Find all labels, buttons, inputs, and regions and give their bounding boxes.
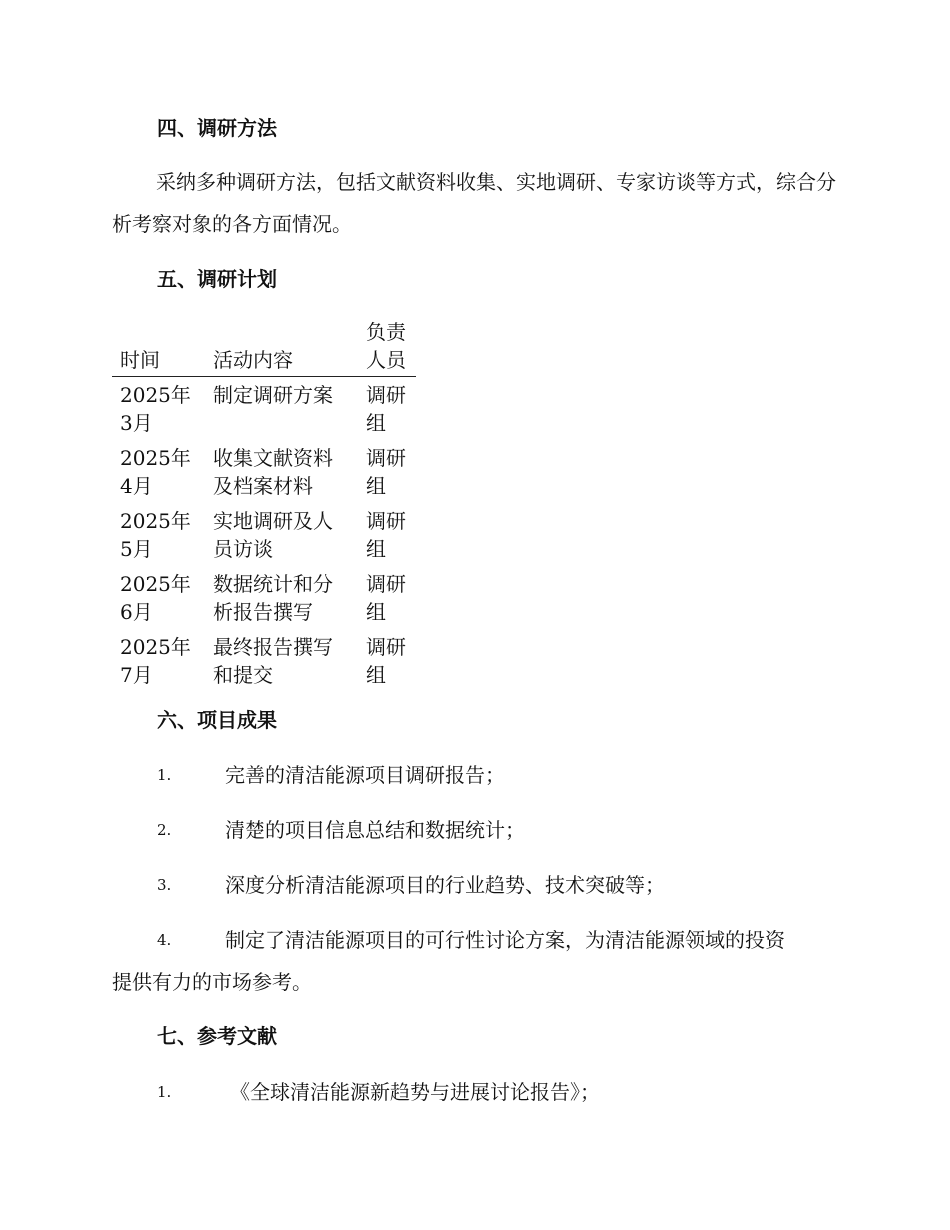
list-number: 1. (157, 766, 172, 784)
list-number: 2. (157, 821, 172, 839)
table-row (112, 440, 416, 503)
plan-header-time: 时间 (112, 318, 205, 377)
plan-cell-time: 2025年7月 (120, 635, 191, 687)
list-text: 《全球清洁能源新趋势与进展讨论报告》； (230, 1080, 600, 1104)
plan-cell-time: 2025年3月 (120, 383, 191, 435)
table-row (112, 503, 416, 566)
list-number: 1. (157, 1083, 172, 1101)
plan-table (112, 318, 416, 692)
list-text: 完善的清洁能源项目调研报告； (225, 763, 505, 787)
methods-paragraph: 采纳多种调研方法，包括文献资料收集、实地调研、专家访谈等方式，综合分析考察对象的各方面情况。 (112, 170, 836, 236)
plan-table-header-row (112, 318, 416, 377)
list-item (112, 1071, 836, 1113)
plan-cell-time: 2025年6月 (120, 572, 191, 624)
list-text-line1: 制定了清洁能源项目的可行性讨论方案，为清洁能源领域的投资 (225, 928, 785, 952)
list-number: 3. (157, 876, 172, 894)
plan-cell-activity: 制定调研方案 (213, 383, 333, 407)
list-number: 4. (157, 931, 172, 949)
plan-cell-activity: 最终报告撰写和提交 (213, 635, 333, 687)
list-item (112, 809, 836, 851)
list-text: 清楚的项目信息总结和数据统计； (225, 818, 525, 842)
section-heading-methods: 四、调研方法 (157, 116, 277, 140)
plan-cell-owner: 调研组 (366, 572, 406, 624)
plan-cell-owner: 调研组 (366, 509, 406, 561)
list-item (112, 919, 836, 1003)
section-heading-references: 七、参考文献 (157, 1024, 277, 1048)
plan-cell-owner: 调研组 (366, 635, 406, 687)
plan-cell-activity: 数据统计和分析报告撰写 (213, 572, 333, 624)
plan-cell-activity: 收集文献资料及档案材料 (213, 446, 333, 498)
plan-header-owner: 负责人员 (358, 318, 416, 377)
table-row (112, 377, 416, 441)
table-row (112, 629, 416, 692)
list-text: 深度分析清洁能源项目的行业趋势、技术突破等； (225, 873, 665, 897)
table-row (112, 566, 416, 629)
plan-cell-owner: 调研组 (366, 383, 406, 435)
list-item (112, 754, 836, 796)
list-text-line2: 提供有力的市场参考。 (112, 970, 312, 994)
plan-cell-owner: 调研组 (366, 446, 406, 498)
plan-cell-time: 2025年4月 (120, 446, 191, 498)
plan-cell-activity: 实地调研及人员访谈 (213, 509, 333, 561)
plan-cell-time: 2025年5月 (120, 509, 191, 561)
section-heading-plan: 五、调研计划 (157, 267, 277, 291)
list-item (112, 864, 836, 906)
plan-header-activity: 活动内容 (205, 318, 358, 377)
section-heading-results: 六、项目成果 (157, 708, 277, 732)
